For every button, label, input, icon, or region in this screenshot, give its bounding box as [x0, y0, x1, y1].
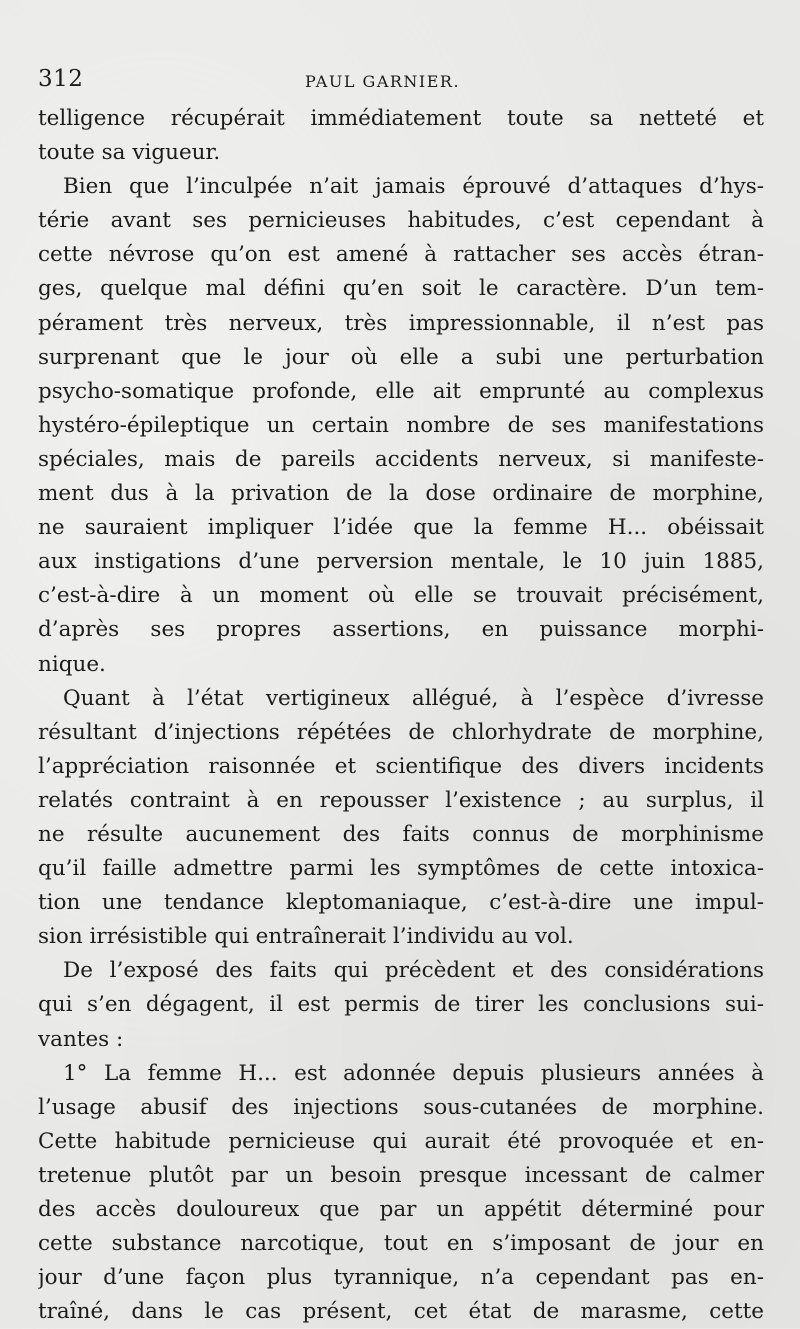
text-line: résultant d’injections répétées de chlorhydrate de morphine, [38, 719, 764, 745]
text-line: jour d’une façon plus tyrannique, n’a cependant pas en- [38, 1265, 764, 1291]
text-line: vantes : [38, 1026, 124, 1052]
text-line: psycho-somatique profonde, elle ait emprunté au complexus [38, 378, 764, 404]
text-line: cette névrose qu’on est amené à rattacher ses accès étran- [38, 242, 764, 268]
text-line: telligence récupérait immédiatement toute sa netteté et [38, 106, 764, 131]
text-line: sion irrésistible qui entraînerait l’individu au vol. [38, 924, 574, 950]
text-line: l’usage abusif des injections sous-cutanées de morphine. [38, 1094, 764, 1120]
text-line: relatés contraint à en repousser l’existence ; au surplus, il [38, 787, 764, 813]
text-line: De l’exposé des faits qui précèdent et des considérations [63, 958, 764, 984]
text-line: pérament très nerveux, très impressionnable, il n’est pas [38, 310, 764, 336]
text-line: ne sauraient impliquer l’idée que la femme H... obéissait [38, 515, 764, 541]
text-line: l’appréciation raisonnée et scientifique des divers incidents [38, 753, 764, 779]
text-line: tretenue plutôt par un besoin presque incessant de calmer [38, 1162, 764, 1188]
text-line: spéciales, mais de pareils accidents nerveux, si manifeste- [38, 446, 764, 472]
text-line: aux instigations d’une perversion mentale, le 10 juin 1885, [38, 549, 764, 575]
text-line: cette substance narcotique, tout en s’imposant de jour en [38, 1231, 764, 1257]
text-line: des accès douloureux que par un appétit déterminé pour [38, 1197, 764, 1222]
text-line: traîné, dans le cas présent, cet état de marasme, cette [38, 1299, 764, 1325]
text-line: d’après ses propres assertions, en puissance morphi- [38, 617, 764, 643]
text-line: ges, quelque mal défini qu’en soit le caractère. D’un tem- [38, 276, 764, 302]
text-line: térie avant ses pernicieuses habitudes, c’est cependant à [38, 208, 764, 234]
text-line: Quant à l’état vertigineux allégué, à l’espèce d’ivresse [63, 685, 764, 711]
text-line: hystéro-épileptique un certain nombre de ses manifestations [38, 412, 764, 438]
text-line: ne résulte aucunement des faits connus de morphinisme [38, 821, 764, 847]
text-line: c’est-à-dire à un moment où elle se trouvait précisément, [38, 583, 764, 609]
text-line: Cette habitude pernicieuse qui aurait été provoquée et en- [38, 1128, 764, 1154]
text-line: qui s’en dégagent, il est permis de tirer les conclusions sui- [38, 992, 764, 1018]
text-line: nique. [38, 651, 106, 677]
text-line: tion une tendance kleptomaniaque, c’est-à-dire une impul- [38, 890, 764, 916]
text-line: Bien que l’inculpée n’ait jamais éprouvé d’attaques d’hys- [63, 174, 764, 200]
page-header [38, 66, 768, 100]
text-line: 1° La femme H... est adonnée depuis plusieurs années à [63, 1060, 764, 1086]
text-line: qu’il faille admettre parmi les symptômes de cette intoxica- [38, 856, 764, 882]
running-head: PAUL GARNIER. [305, 72, 461, 91]
body-text [38, 102, 764, 1329]
text-line: toute sa vigueur. [38, 140, 221, 166]
text-line: ment dus à la privation de la dose ordinaire de morphine, [38, 481, 764, 507]
page-number: 312 [38, 66, 84, 92]
text-line: surprenant que le jour où elle a subi une perturbation [38, 344, 764, 370]
